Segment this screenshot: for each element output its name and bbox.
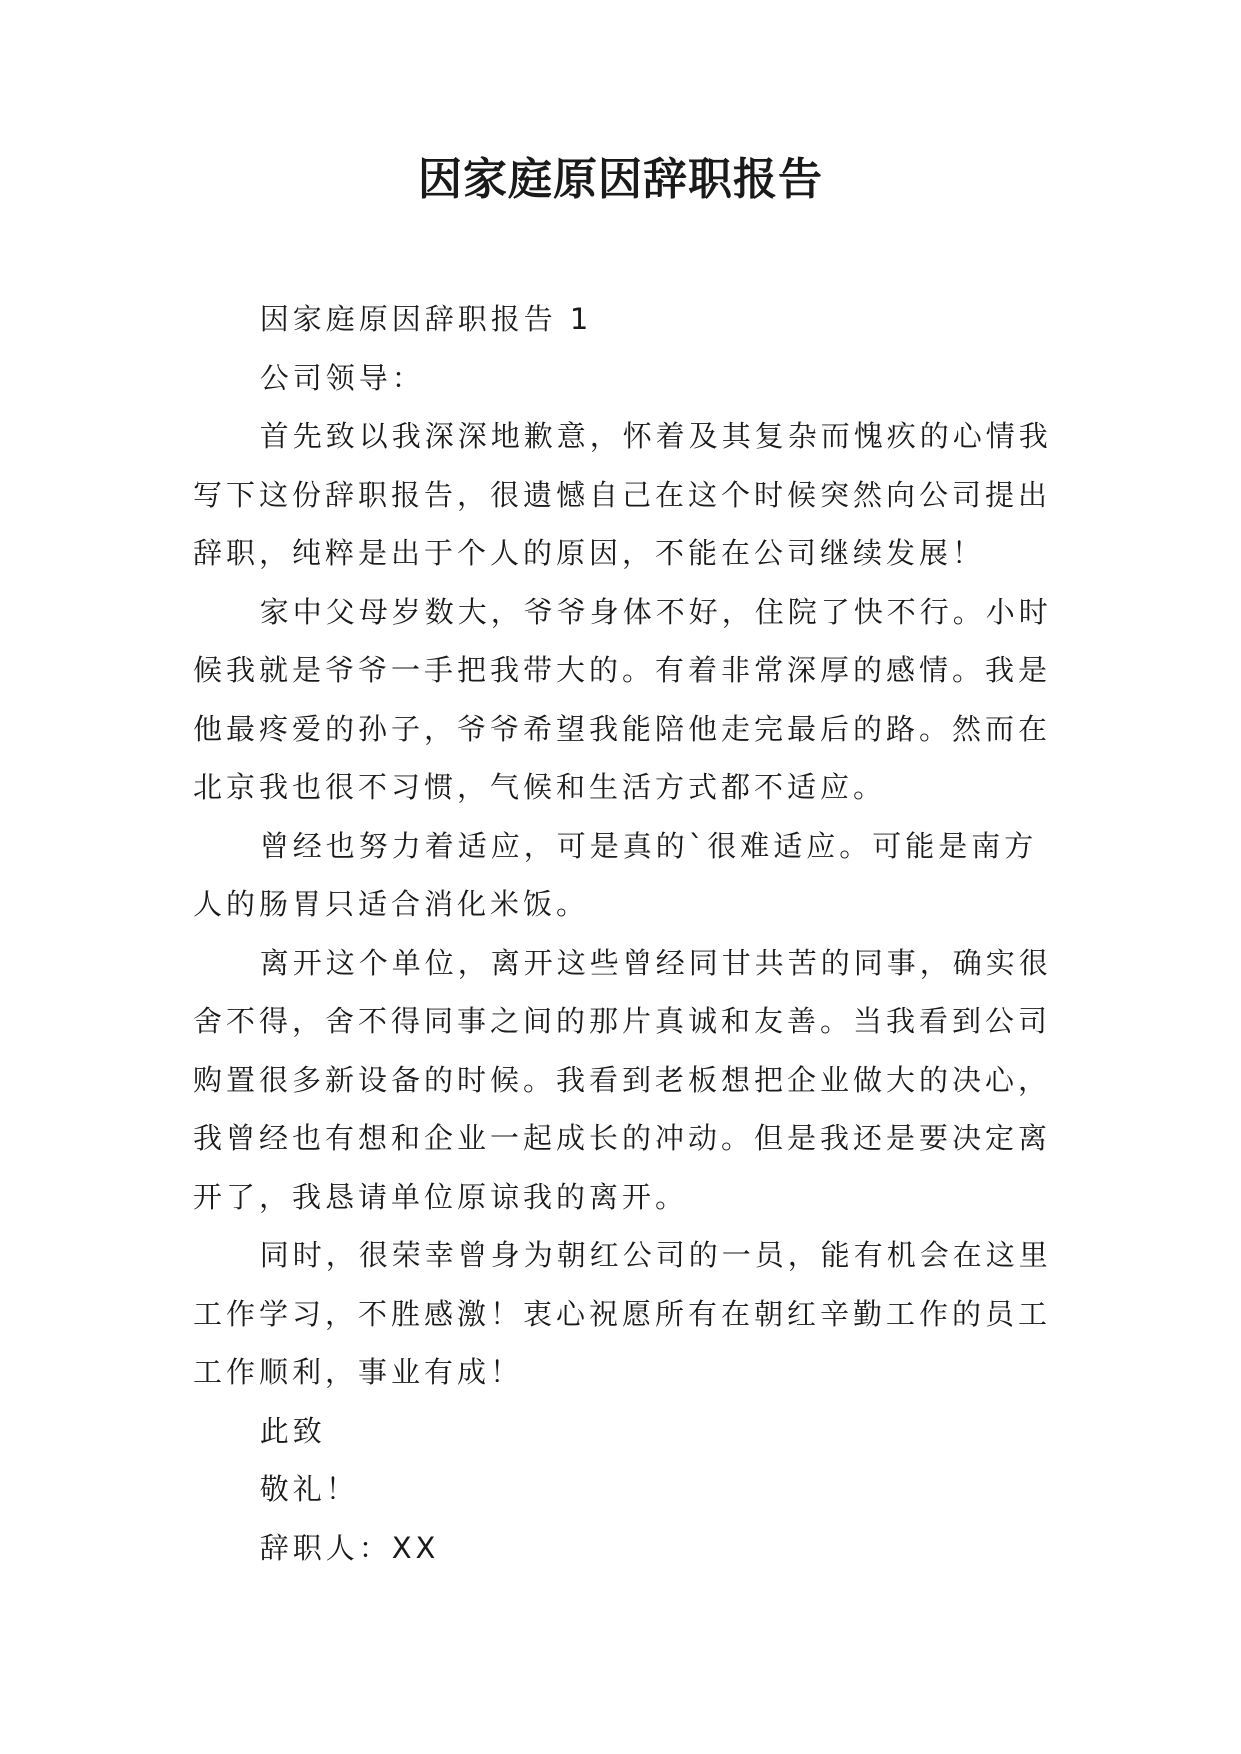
document-body	[193, 290, 1055, 1577]
paragraph-family: 家中父母岁数大，爷爷身体不好，住院了快不行。小时候我就是爷爷一手把我带大的。有着非常深厚的感情。我是他最疼爱的孙子，爷爷希望我能陪他走完最后的路。然而在北京我也很不习惯，气候和生活方式都不适应。	[193, 594, 1052, 804]
closing-line: 此致	[259, 1413, 326, 1448]
subtitle-line: 因家庭原因辞职报告 1	[259, 302, 593, 336]
paragraph-leaving: 离开这个单位，离开这些曾经同甘共苦的同事，确实很舍不得，舍不得同事之间的那片真诚和友善。当我看到公司购置很多新设备的时候。我看到老板想把企业做大的决心，我曾经也有想和企业一起成长的冲动。但是我还是要决定离开了，我恳请单位原谅我的离开。	[193, 945, 1052, 1214]
paragraph-gratitude: 同时，很荣幸曾身为朝红公司的一员，能有机会在这里工作学习，不胜感激！衷心祝愿所有在朝红辛勤工作的员工工作顺利，事业有成！	[193, 1238, 1052, 1389]
salutation: 公司领导：	[259, 360, 425, 395]
signature-line: 辞职人：XX	[259, 1530, 440, 1565]
regards-line: 敬礼！	[259, 1472, 359, 1506]
paragraph-apology: 首先致以我深深地歉意，怀着及其复杂而愧疚的心情我写下这份辞职报告，很遗憾自己在这个时候突然向公司提出辞职，纯粹是出于个人的原因，不能在公司继续发展！	[193, 419, 1052, 570]
paragraph-adaptation: 曾经也努力着适应，可是真的`很难适应。可能是南方人的肠胃只适合消化米饭。	[193, 828, 1038, 921]
document-title: 因家庭原因辞职报告	[418, 154, 823, 205]
